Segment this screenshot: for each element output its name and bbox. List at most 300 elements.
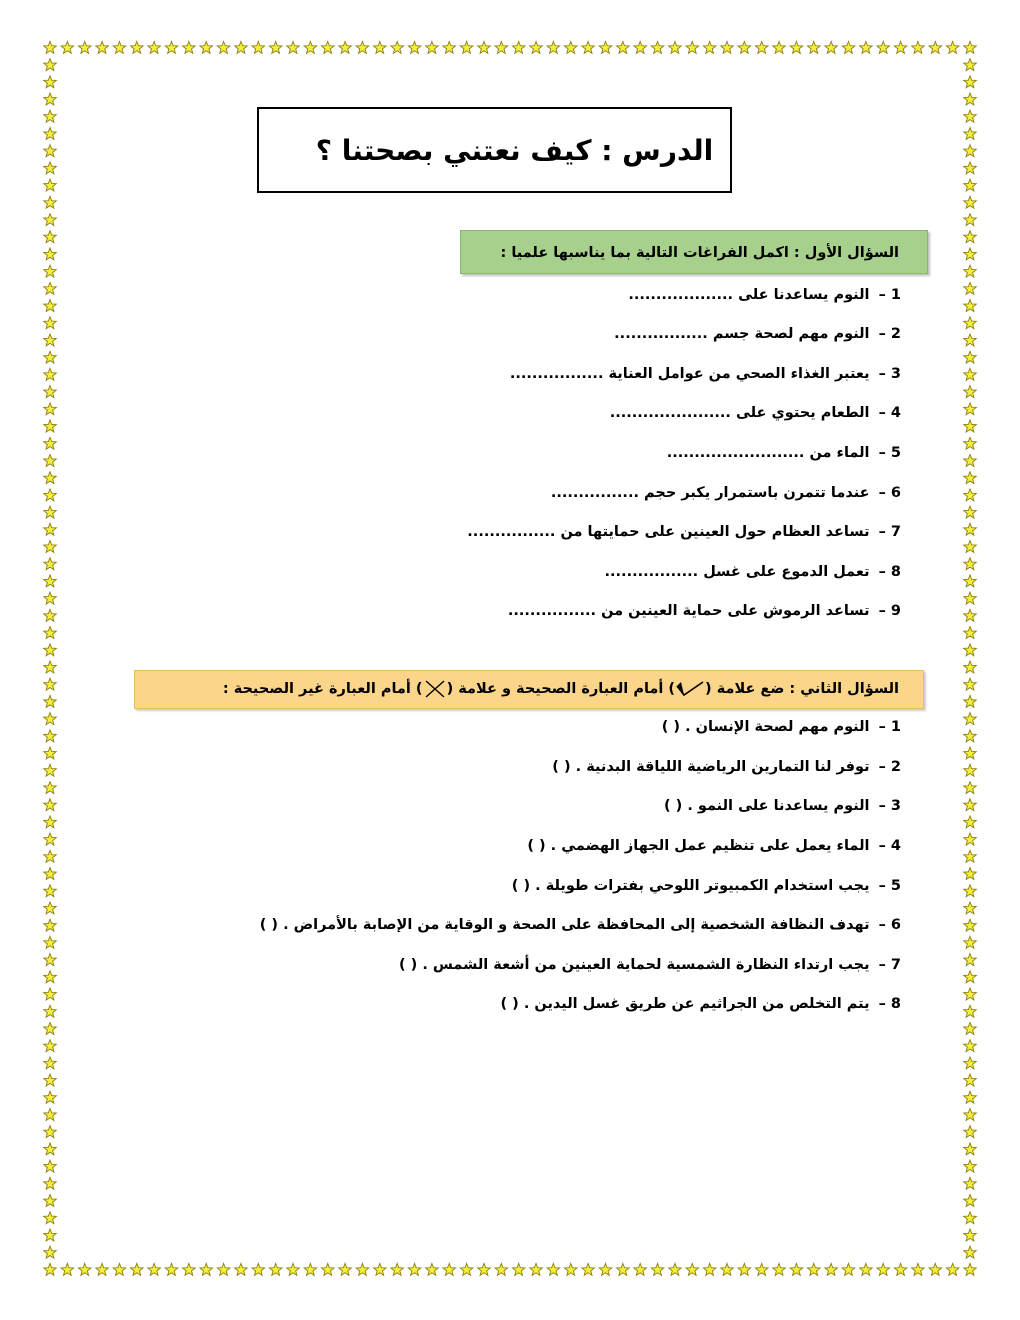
border-star-icon <box>964 334 977 346</box>
question2-header-part3: ) أمام العبارة غير الصحيحة : <box>222 681 423 697</box>
lesson-title-box <box>257 107 732 193</box>
border-star-icon <box>96 41 109 53</box>
border-star-icon <box>912 1263 925 1275</box>
border-star-icon <box>44 231 57 243</box>
border-star-icon <box>44 248 57 260</box>
border-star-icon <box>964 1109 977 1121</box>
border-star-icon <box>964 644 977 656</box>
border-star-icon <box>44 386 57 398</box>
border-star-icon <box>964 592 977 604</box>
border-star-icon <box>252 41 265 53</box>
border-star-icon <box>964 420 977 432</box>
border-star-icon <box>964 231 977 243</box>
border-star-icon <box>44 575 57 587</box>
item-text: يجب استخدام الكمبيوتر اللوحي بفترات طويلة . ( ) <box>511 878 870 894</box>
border-star-icon <box>443 1263 456 1275</box>
border-star-icon <box>964 1057 977 1069</box>
border-star-icon <box>44 265 57 277</box>
item-number: 7 – <box>878 524 901 540</box>
cross-mark-icon <box>423 679 447 699</box>
border-star-icon <box>964 196 977 208</box>
item-text: النوم يساعدنا على النمو . ( ) <box>663 798 870 814</box>
item-number: 3 – <box>878 366 901 382</box>
item-text: الماء من ......................... <box>666 445 870 461</box>
border-star-icon <box>964 868 977 880</box>
border-star-icon <box>44 162 57 174</box>
border-star-icon <box>321 1263 334 1275</box>
border-star-icon <box>44 282 57 294</box>
border-star-icon <box>339 1263 352 1275</box>
border-star-icon <box>964 627 977 639</box>
question2-item-4 <box>527 836 901 856</box>
border-star-icon <box>44 368 57 380</box>
border-star-icon <box>790 1263 803 1275</box>
border-star-icon <box>44 420 57 432</box>
border-star-icon <box>929 41 942 53</box>
question1-item-6 <box>551 483 901 503</box>
border-star-icon <box>842 41 855 53</box>
border-star-icon <box>44 988 57 1000</box>
border-star-icon <box>44 1263 57 1275</box>
border-star-icon <box>148 41 161 53</box>
border-star-icon <box>61 41 74 53</box>
question1-item-7 <box>467 522 901 542</box>
border-star-icon <box>964 282 977 294</box>
border-star-icon <box>964 265 977 277</box>
border-star-icon <box>44 523 57 535</box>
border-star-icon <box>964 816 977 828</box>
border-star-icon <box>964 1246 977 1258</box>
border-star-icon <box>44 196 57 208</box>
border-star-icon <box>131 41 144 53</box>
item-text: الماء يعمل على تنظيم عمل الجهاز الهضمي . ( ) <box>527 838 870 854</box>
border-star-icon <box>860 41 873 53</box>
border-star-icon <box>946 41 959 53</box>
border-star-icon <box>44 936 57 948</box>
item-number: 3 – <box>878 798 901 814</box>
question1-item-4 <box>610 403 901 423</box>
border-star-icon <box>964 162 977 174</box>
border-star-icon <box>391 1263 404 1275</box>
item-number: 4 – <box>878 405 901 421</box>
border-star-icon <box>44 868 57 880</box>
border-star-icon <box>44 850 57 862</box>
border-star-icon <box>96 1263 109 1275</box>
question2-item-6 <box>260 915 901 935</box>
border-star-icon <box>287 41 300 53</box>
border-star-icon <box>460 41 473 53</box>
border-star-icon <box>964 781 977 793</box>
item-number: 5 – <box>878 878 901 894</box>
border-star-icon <box>686 1263 699 1275</box>
border-star-icon <box>964 506 977 518</box>
question2-header-part1: السؤال الثاني : ضع علامة ( <box>705 681 899 697</box>
border-star-icon <box>44 41 57 53</box>
question2-item-1 <box>662 717 901 737</box>
border-star-icon <box>877 1263 890 1275</box>
border-star-icon <box>44 902 57 914</box>
border-star-icon <box>44 1005 57 1017</box>
checkmark-icon <box>675 679 705 699</box>
border-star-icon <box>61 1263 74 1275</box>
item-number: 8 – <box>878 996 901 1012</box>
border-star-icon <box>738 41 751 53</box>
border-star-icon <box>44 816 57 828</box>
border-star-icon <box>964 386 977 398</box>
border-star-icon <box>183 1263 196 1275</box>
border-star-icon <box>44 472 57 484</box>
border-star-icon <box>599 41 612 53</box>
border-star-icon <box>964 833 977 845</box>
border-star-icon <box>634 1263 647 1275</box>
border-star-icon <box>755 41 768 53</box>
border-star-icon <box>964 1212 977 1224</box>
item-number: 2 – <box>878 326 901 342</box>
border-star-icon <box>339 41 352 53</box>
border-star-icon <box>44 110 57 122</box>
border-star-icon <box>912 41 925 53</box>
border-star-icon <box>356 1263 369 1275</box>
lesson-title: الدرس : كيف نعتني بصحتنا ؟ <box>315 133 714 167</box>
border-star-icon <box>217 1263 230 1275</box>
border-star-icon <box>964 713 977 725</box>
border-star-icon <box>408 1263 421 1275</box>
border-star-icon <box>964 523 977 535</box>
border-star-icon <box>44 695 57 707</box>
item-text: الطعام يحتوي على ...................... <box>609 405 870 421</box>
border-star-icon <box>651 1263 664 1275</box>
border-star-icon <box>460 1263 473 1275</box>
border-star-icon <box>44 59 57 71</box>
border-star-icon <box>44 1212 57 1224</box>
border-star-icon <box>964 351 977 363</box>
item-text: يتم التخلص من الجراثيم عن طريق غسل اليدين . ( ) <box>500 996 870 1012</box>
border-star-icon <box>44 713 57 725</box>
border-star-icon <box>964 1126 977 1138</box>
border-star-icon <box>426 1263 439 1275</box>
question2-item-8 <box>501 994 902 1014</box>
border-star-icon <box>44 954 57 966</box>
border-star-icon <box>44 971 57 983</box>
border-star-icon <box>44 1246 57 1258</box>
border-star-icon <box>304 41 317 53</box>
border-star-icon <box>44 919 57 931</box>
border-star-icon <box>78 41 91 53</box>
question2-item-7 <box>399 955 901 975</box>
border-star-icon <box>547 1263 560 1275</box>
border-star-icon <box>44 489 57 501</box>
border-star-icon <box>44 799 57 811</box>
border-star-icon <box>755 1263 768 1275</box>
item-text: توفر لنا التمارين الرياضية اللياقة البدنية . ( ) <box>552 759 870 775</box>
border-star-icon <box>860 1263 873 1275</box>
item-number: 9 – <box>878 603 901 619</box>
item-number: 6 – <box>878 485 901 501</box>
border-star-icon <box>44 1143 57 1155</box>
border-star-icon <box>44 214 57 226</box>
border-star-icon <box>391 41 404 53</box>
border-star-icon <box>44 644 57 656</box>
border-star-icon <box>582 1263 595 1275</box>
border-star-icon <box>44 1126 57 1138</box>
border-star-icon <box>964 93 977 105</box>
border-star-icon <box>304 1263 317 1275</box>
border-star-icon <box>44 833 57 845</box>
border-star-icon <box>443 41 456 53</box>
border-star-icon <box>964 1143 977 1155</box>
border-star-icon <box>530 41 543 53</box>
item-number: 1 – <box>878 719 901 735</box>
question1-item-1 <box>628 285 901 305</box>
border-star-icon <box>964 764 977 776</box>
border-star-icon <box>44 627 57 639</box>
border-star-icon <box>530 1263 543 1275</box>
border-star-icon <box>808 1263 821 1275</box>
border-star-icon <box>44 454 57 466</box>
border-star-icon <box>44 1074 57 1086</box>
border-star-icon <box>183 41 196 53</box>
item-number: 2 – <box>878 759 901 775</box>
question1-header-text: السؤال الأول : اكمل الفراغات التالية بما يناسبها علميا : <box>500 245 899 261</box>
border-star-icon <box>721 1263 734 1275</box>
border-star-icon <box>808 41 821 53</box>
question2-item-2 <box>552 757 901 777</box>
border-star-icon <box>252 1263 265 1275</box>
item-number: 4 – <box>878 838 901 854</box>
border-star-icon <box>964 489 977 501</box>
border-star-icon <box>512 41 525 53</box>
border-star-icon <box>374 41 387 53</box>
border-star-icon <box>790 41 803 53</box>
border-star-icon <box>964 695 977 707</box>
question2-header-part2: ) أمام العبارة الصحيحة و علامة ( <box>446 681 676 697</box>
border-star-icon <box>44 300 57 312</box>
border-star-icon <box>564 1263 577 1275</box>
item-number: 7 – <box>878 957 901 973</box>
border-star-icon <box>512 1263 525 1275</box>
border-star-icon <box>877 41 890 53</box>
item-text: تساعد الرموش على حماية العينين من ................ <box>507 603 870 619</box>
border-star-icon <box>964 1022 977 1034</box>
question1-item-5 <box>667 443 901 463</box>
border-star-icon <box>408 41 421 53</box>
border-star-icon <box>287 1263 300 1275</box>
question2-header <box>134 670 924 709</box>
border-star-icon <box>44 317 57 329</box>
border-star-icon <box>44 1022 57 1034</box>
border-star-icon <box>964 1263 977 1275</box>
item-text: تعمل الدموع على غسل ................. <box>604 564 870 580</box>
border-star-icon <box>964 1195 977 1207</box>
question1-item-9 <box>508 601 901 621</box>
question2-item-5 <box>512 876 901 896</box>
border-star-icon <box>44 145 57 157</box>
border-star-icon <box>964 1160 977 1172</box>
border-star-icon <box>964 127 977 139</box>
border-star-icon <box>929 1263 942 1275</box>
border-star-icon <box>964 575 977 587</box>
border-star-icon <box>44 506 57 518</box>
border-star-icon <box>964 145 977 157</box>
border-star-icon <box>269 1263 282 1275</box>
border-star-icon <box>113 1263 126 1275</box>
border-star-icon <box>964 730 977 742</box>
border-star-icon <box>44 678 57 690</box>
border-star-icon <box>842 1263 855 1275</box>
border-star-icon <box>964 1074 977 1086</box>
border-star-icon <box>964 971 977 983</box>
border-star-icon <box>44 1195 57 1207</box>
border-star-icon <box>44 592 57 604</box>
border-star-icon <box>964 799 977 811</box>
question2-item-3 <box>664 796 901 816</box>
border-star-icon <box>547 41 560 53</box>
item-number: 1 – <box>878 287 901 303</box>
border-star-icon <box>964 41 977 53</box>
border-star-icon <box>269 41 282 53</box>
border-star-icon <box>165 1263 178 1275</box>
border-star-icon <box>44 558 57 570</box>
border-star-icon <box>617 1263 630 1275</box>
border-star-icon <box>964 1177 977 1189</box>
border-star-icon <box>964 988 977 1000</box>
border-star-icon <box>44 93 57 105</box>
border-star-icon <box>964 403 977 415</box>
border-star-icon <box>44 351 57 363</box>
border-star-icon <box>721 41 734 53</box>
item-text: يجب ارتداء النظارة الشمسية لحماية العينين من أشعة الشمس . ( ) <box>398 957 870 973</box>
border-star-icon <box>44 885 57 897</box>
question1-item-3 <box>510 364 901 384</box>
border-star-icon <box>634 41 647 53</box>
border-star-icon <box>964 300 977 312</box>
border-star-icon <box>964 1040 977 1052</box>
border-star-icon <box>617 41 630 53</box>
border-star-icon <box>44 1040 57 1052</box>
border-star-icon <box>599 1263 612 1275</box>
border-star-icon <box>964 661 977 673</box>
border-star-icon <box>738 1263 751 1275</box>
item-text: تهدف النظافة الشخصية إلى المحافظة على الصحة و الوقاية من الإصابة بالأمراض . ( ) <box>259 917 870 933</box>
border-star-icon <box>44 764 57 776</box>
border-star-icon <box>426 41 439 53</box>
border-star-icon <box>78 1263 91 1275</box>
border-star-icon <box>669 1263 682 1275</box>
border-star-icon <box>964 317 977 329</box>
item-text: عندما تتمرن باستمرار يكبر حجم ................ <box>550 485 870 501</box>
item-number: 5 – <box>878 445 901 461</box>
border-star-icon <box>825 1263 838 1275</box>
border-star-icon <box>44 1229 57 1241</box>
border-star-icon <box>703 1263 716 1275</box>
border-star-icon <box>964 919 977 931</box>
border-star-icon <box>44 541 57 553</box>
border-star-icon <box>964 747 977 759</box>
border-star-icon <box>964 59 977 71</box>
border-star-icon <box>964 1229 977 1241</box>
border-star-icon <box>495 1263 508 1275</box>
border-star-icon <box>946 1263 959 1275</box>
border-star-icon <box>964 558 977 570</box>
border-star-icon <box>235 1263 248 1275</box>
border-star-icon <box>894 41 907 53</box>
border-star-icon <box>964 76 977 88</box>
border-star-icon <box>321 41 334 53</box>
border-star-icon <box>200 1263 213 1275</box>
border-star-icon <box>964 248 977 260</box>
item-text: النوم مهم لصحة جسم ................. <box>614 326 870 342</box>
border-star-icon <box>495 41 508 53</box>
border-star-icon <box>964 1091 977 1103</box>
item-text: تساعد العظام حول العينين على حمايتها من ................ <box>467 524 870 540</box>
border-star-icon <box>651 41 664 53</box>
border-star-icon <box>44 1177 57 1189</box>
border-star-icon <box>356 41 369 53</box>
border-star-icon <box>964 885 977 897</box>
border-star-icon <box>44 730 57 742</box>
border-star-icon <box>44 1160 57 1172</box>
border-star-icon <box>964 609 977 621</box>
border-star-icon <box>703 41 716 53</box>
border-star-icon <box>964 368 977 380</box>
border-star-icon <box>773 1263 786 1275</box>
border-star-icon <box>44 76 57 88</box>
border-star-icon <box>773 41 786 53</box>
border-star-icon <box>44 781 57 793</box>
question1-item-8 <box>605 562 901 582</box>
border-star-icon <box>44 127 57 139</box>
border-star-icon <box>374 1263 387 1275</box>
border-star-icon <box>825 41 838 53</box>
border-star-icon <box>964 437 977 449</box>
item-text: النوم مهم لصحة الإنسان . ( ) <box>661 719 870 735</box>
border-star-icon <box>564 41 577 53</box>
border-star-icon <box>964 936 977 948</box>
border-star-icon <box>44 661 57 673</box>
border-star-icon <box>964 454 977 466</box>
border-star-icon <box>669 41 682 53</box>
border-star-icon <box>964 902 977 914</box>
border-star-icon <box>217 41 230 53</box>
border-star-icon <box>964 179 977 191</box>
border-star-icon <box>964 472 977 484</box>
border-star-icon <box>964 214 977 226</box>
border-star-icon <box>964 850 977 862</box>
border-star-icon <box>131 1263 144 1275</box>
border-star-icon <box>200 41 213 53</box>
border-star-icon <box>478 1263 491 1275</box>
item-number: 6 – <box>878 917 901 933</box>
item-text: يعتبر الغذاء الصحي من عوامل العناية ................. <box>509 366 870 382</box>
question1-header <box>460 230 928 274</box>
border-star-icon <box>964 954 977 966</box>
border-star-icon <box>964 1005 977 1017</box>
border-star-icon <box>582 41 595 53</box>
border-star-icon <box>478 41 491 53</box>
item-number: 8 – <box>878 564 901 580</box>
border-star-icon <box>44 403 57 415</box>
border-star-icon <box>165 41 178 53</box>
border-star-icon <box>964 110 977 122</box>
border-star-icon <box>964 678 977 690</box>
border-star-icon <box>113 41 126 53</box>
border-star-icon <box>894 1263 907 1275</box>
border-star-icon <box>148 1263 161 1275</box>
border-star-icon <box>44 179 57 191</box>
question1-item-2 <box>614 324 901 344</box>
border-star-icon <box>686 41 699 53</box>
border-star-icon <box>964 541 977 553</box>
